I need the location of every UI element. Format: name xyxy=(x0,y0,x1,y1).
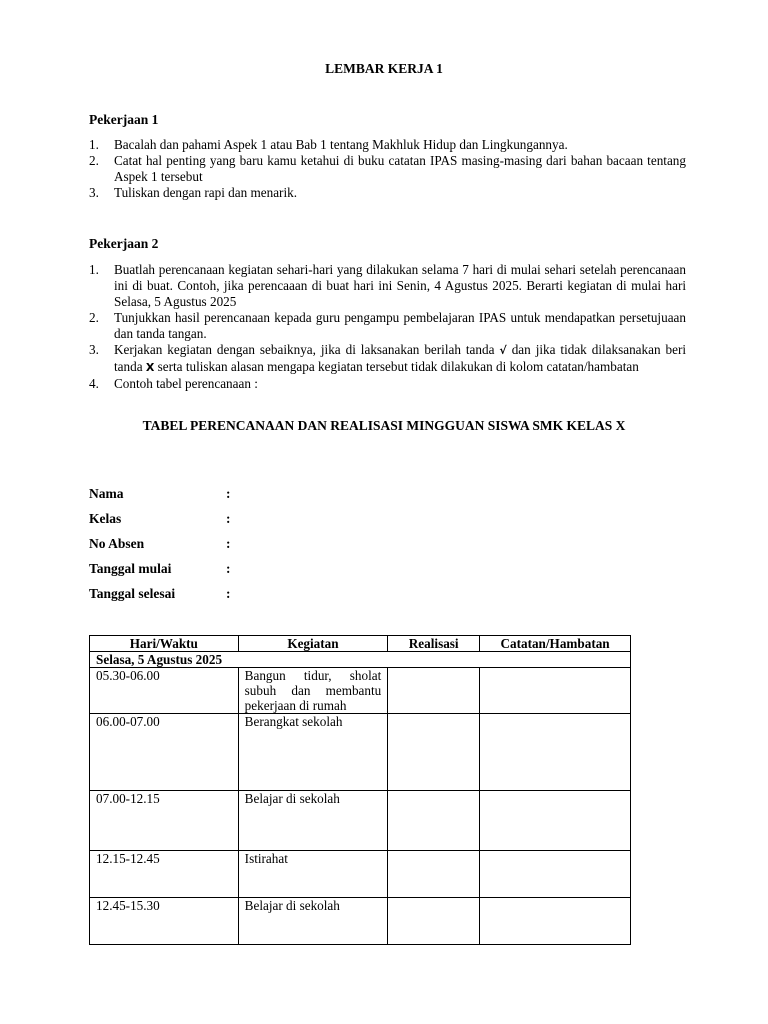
cell-catatan[interactable] xyxy=(480,668,631,714)
field-kelas: Kelas : xyxy=(89,511,231,526)
cell-time: 12.45-15.30 xyxy=(90,898,239,945)
cell-activity: Belajar di sekolah xyxy=(238,791,388,851)
cell-catatan[interactable] xyxy=(480,851,631,898)
table-row xyxy=(90,791,631,851)
check-mark-icon: √ xyxy=(499,344,507,357)
header-kegiatan: Kegiatan xyxy=(238,636,388,652)
day-label: Selasa, 5 Agustus 2025 xyxy=(90,652,631,668)
field-tanggal-mulai: Tanggal mulai : xyxy=(89,561,231,576)
table-row xyxy=(90,668,631,714)
cell-catatan[interactable] xyxy=(480,898,631,945)
field-tanggal-selesai: Tanggal selesai : xyxy=(89,586,231,601)
header-catatan-hambatan: Catatan/Hambatan xyxy=(480,636,631,652)
header-hari-waktu: Hari/Waktu xyxy=(90,636,239,652)
cell-time: 07.00-12.15 xyxy=(90,791,239,851)
table-row xyxy=(90,714,631,791)
cell-time: 05.30-06.00 xyxy=(90,668,239,714)
pekerjaan-2-list xyxy=(89,262,686,392)
table-title: TABEL PERENCANAAN DAN REALISASI MINGGUAN SISWA SMK KELAS X xyxy=(142,418,626,433)
list-item: 2. Tunjukkan hasil perencanaan kepada guru pengampu pembelajaran IPAS untuk mendapatkan persetujuaan dan tanda tangan. xyxy=(89,310,686,341)
pekerjaan-2-heading: Pekerjaan 2 xyxy=(89,236,159,251)
cell-realisasi[interactable] xyxy=(388,898,480,945)
list-item: 1. Bacalah dan pahami Aspek 1 atau Bab 1 tentang Makhluk Hidup dan Lingkungannya. xyxy=(89,137,568,152)
pekerjaan-1-heading: Pekerjaan 1 xyxy=(89,112,159,127)
pekerjaan-1-list xyxy=(89,137,686,201)
document-title: LEMBAR KERJA 1 xyxy=(325,61,443,76)
list-item: 4. Contoh tabel perencanaan : xyxy=(89,376,258,391)
field-nama: Nama : xyxy=(89,486,231,501)
cell-catatan[interactable] xyxy=(480,791,631,851)
cell-time: 06.00-07.00 xyxy=(90,714,239,791)
list-item: 1. Buatlah perencanaan kegiatan sehari-hari yang dilakukan selama 7 hari di mulai sehari setelah perencanaan ini di buat. Contoh, jika perencaaan di buat hari ini Senin, 4 Agustus 2025. Berarti kegiatan di mulai hari Selasa, 5 Agustus 2025 xyxy=(89,262,686,309)
header-realisasi: Realisasi xyxy=(388,636,480,652)
day-row xyxy=(90,652,631,668)
cell-realisasi[interactable] xyxy=(388,714,480,791)
cell-catatan[interactable] xyxy=(480,714,631,791)
cell-time: 12.15-12.45 xyxy=(90,851,239,898)
table-row xyxy=(90,851,631,898)
table-header-row xyxy=(90,636,631,652)
cell-realisasi[interactable] xyxy=(388,791,480,851)
table-row xyxy=(90,898,631,945)
field-no-absen: No Absen : xyxy=(89,536,231,551)
cell-activity: Belajar di sekolah xyxy=(238,898,388,945)
list-item: 2. Catat hal penting yang baru kamu ketahui di buku catatan IPAS masing-masing dari bahan bacaan tentang Aspek 1 tersebut xyxy=(89,153,686,184)
cell-realisasi[interactable] xyxy=(388,668,480,714)
x-mark-icon: X xyxy=(145,361,155,374)
cell-activity: Berangkat sekolah xyxy=(238,714,388,791)
cell-activity: Istirahat xyxy=(238,851,388,898)
cell-realisasi[interactable] xyxy=(388,851,480,898)
cell-activity: Bangun tidur, sholat subuh dan membantu pekerjaan di rumah xyxy=(238,668,388,714)
plan-table xyxy=(89,635,631,945)
list-item: 3. Kerjakan kegiatan dengan sebaiknya, jika di laksanakan berilah tanda √ dan jika tidak dilaksanakan beri tanda X serta tuliskan alasan mengapa kegiatan tersebut tidak dilakukan di kolom catatan/hambatan xyxy=(89,342,687,374)
list-item: 3. Tuliskan dengan rapi dan menarik. xyxy=(89,185,298,200)
